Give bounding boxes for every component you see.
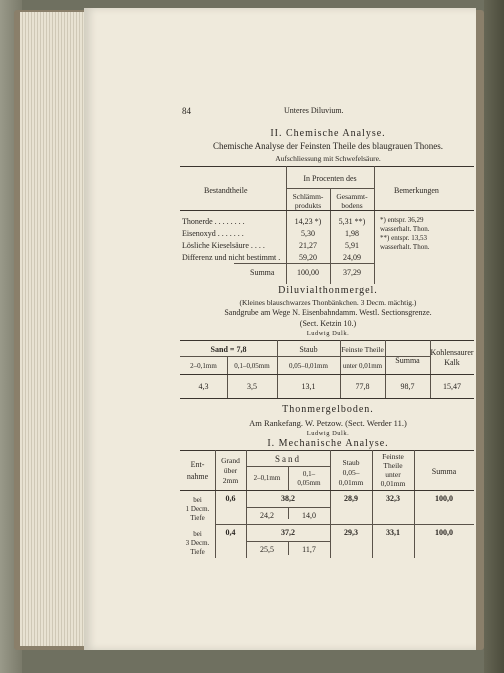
page-number: 84 — [182, 106, 191, 116]
cell-value: 28,9 — [344, 494, 358, 503]
cell-value: 3,5 — [247, 382, 257, 391]
page-edges — [20, 12, 90, 646]
thonmergel-title: Thonmergelboden. — [282, 404, 374, 415]
cell-value: 33,1 — [386, 528, 400, 537]
cell-value: 37,2 — [281, 528, 295, 537]
cell-value: 5,31 **) — [338, 217, 366, 226]
section-heading: II. Chemische Analyse. — [270, 128, 386, 139]
cell-value: 14,0 — [302, 511, 316, 520]
background-right — [484, 0, 504, 673]
sum-value: 100,00 — [297, 268, 319, 277]
col-percent-group: In Procenten des — [303, 174, 357, 183]
cell-value: 100,0 — [435, 528, 453, 537]
cell-value: 15,47 — [443, 382, 461, 391]
col-gesamt: Gesammt- bodens — [336, 192, 368, 210]
cell-value: 5,91 — [345, 241, 359, 250]
row-label: Eisenoxyd . . . . . . . — [182, 229, 244, 238]
cell-value: 32,3 — [386, 494, 400, 503]
cell-value: 59,20 — [299, 253, 317, 262]
section-subtitle: Aufschliessung mit Schwefelsäure. — [275, 154, 381, 163]
row-label: bei 3 Decm. Tiefe — [185, 530, 210, 556]
cell-value: 21,27 — [299, 241, 317, 250]
cell-value: 77,8 — [355, 382, 370, 391]
sand-sub: 0,1– 0,05mm — [297, 470, 321, 487]
kohlen-head: Kohlensaurer Kalk — [430, 348, 474, 367]
thonmergel-line1: Am Rankefang. W. Petzow. (Sect. Werder 11.) — [249, 418, 407, 428]
mechanical-heading: I. Mechanische Analyse. — [267, 438, 389, 449]
sub-head: 0,1–0,05mm — [234, 362, 270, 370]
sum-label: Summa — [250, 268, 275, 277]
col-feinste: Feinste Theile unter 0,01mm — [380, 452, 406, 488]
col-bestandtheile: Bestandtheile — [204, 186, 248, 195]
cell-value: 29,3 — [344, 528, 358, 537]
running-title: Unteres Diluvium. — [284, 106, 344, 115]
col-staub: Staub 0,05– 0,01mm — [338, 458, 364, 487]
cell-value: 4,3 — [198, 382, 209, 391]
diluvial-line3: (Sect. Ketzin 10.) — [299, 319, 357, 328]
row-label: Thonerde . . . . . . . . — [182, 217, 245, 226]
table-notes: *) entspr. 36,29 wasserhalt. Thon. **) entspr. 13,53 wasserhalt. Thon. — [380, 216, 430, 251]
diluvial-title: Diluvialthonmergel. — [278, 285, 378, 296]
col-bemerkungen: Bemerkungen — [394, 186, 439, 195]
diluvial-line2: Sandgrube am Wege N. Eisenbahndamm. Westl. Sectionsgrenze. — [224, 308, 432, 317]
thonmergel-author: Ludwig Dulk. — [306, 430, 350, 437]
row-label: Lösliche Kieselsäure . . . . — [182, 241, 265, 250]
sum-value: 37,29 — [343, 268, 361, 277]
cell-value: 13,1 — [301, 382, 316, 391]
page — [84, 8, 476, 650]
cell-value: 100,0 — [435, 494, 453, 503]
cell-value: 0,6 — [225, 494, 236, 503]
col-summa: Summa — [431, 467, 457, 476]
col-grand: Grand über 2mm — [221, 456, 240, 485]
sub-head: 0,05–0,01mm — [289, 362, 328, 370]
sub-head: unter 0,01mm — [342, 362, 383, 370]
diluvial-author: Ludwig Dulk. — [306, 330, 350, 337]
cell-value: 38,2 — [281, 494, 295, 503]
cell-value: 98,7 — [400, 382, 415, 391]
cell-value: 25,5 — [260, 545, 274, 554]
feinste-head: Feinste Theile — [341, 345, 384, 354]
sand-sub: 2–0,1mm — [253, 474, 281, 482]
sub-head: 2–0,1mm — [190, 362, 217, 370]
cell-value: 24,09 — [343, 253, 361, 262]
sand-head: Sand = 7,8 — [210, 345, 247, 354]
cell-value: 0,4 — [225, 528, 236, 537]
staub-head: Staub — [299, 345, 318, 354]
summa-head: Summa — [395, 356, 420, 365]
col-sand: Sand — [275, 454, 301, 464]
row-label: bei 1 Decm. Tiefe — [185, 496, 210, 522]
col-schlaemm: Schlämm- produkts — [292, 192, 324, 210]
col-ent: Ent- nahme — [186, 460, 209, 481]
cell-value: 11,7 — [302, 545, 316, 554]
cell-value: 1,98 — [345, 229, 359, 238]
cell-value: 24,2 — [260, 511, 274, 520]
cell-value: 14,23 *) — [294, 217, 322, 226]
diluvial-line1: (Kleines blauschwarzes Thonbänkchen. 3 Decm. mächtig.) — [239, 298, 417, 307]
cell-value: 5,30 — [301, 229, 315, 238]
row-label: Differenz und nicht bestimmt . — [182, 253, 281, 262]
section-title: Chemische Analyse der Feinsten Theile des blaugrauen Thones. — [212, 141, 444, 151]
